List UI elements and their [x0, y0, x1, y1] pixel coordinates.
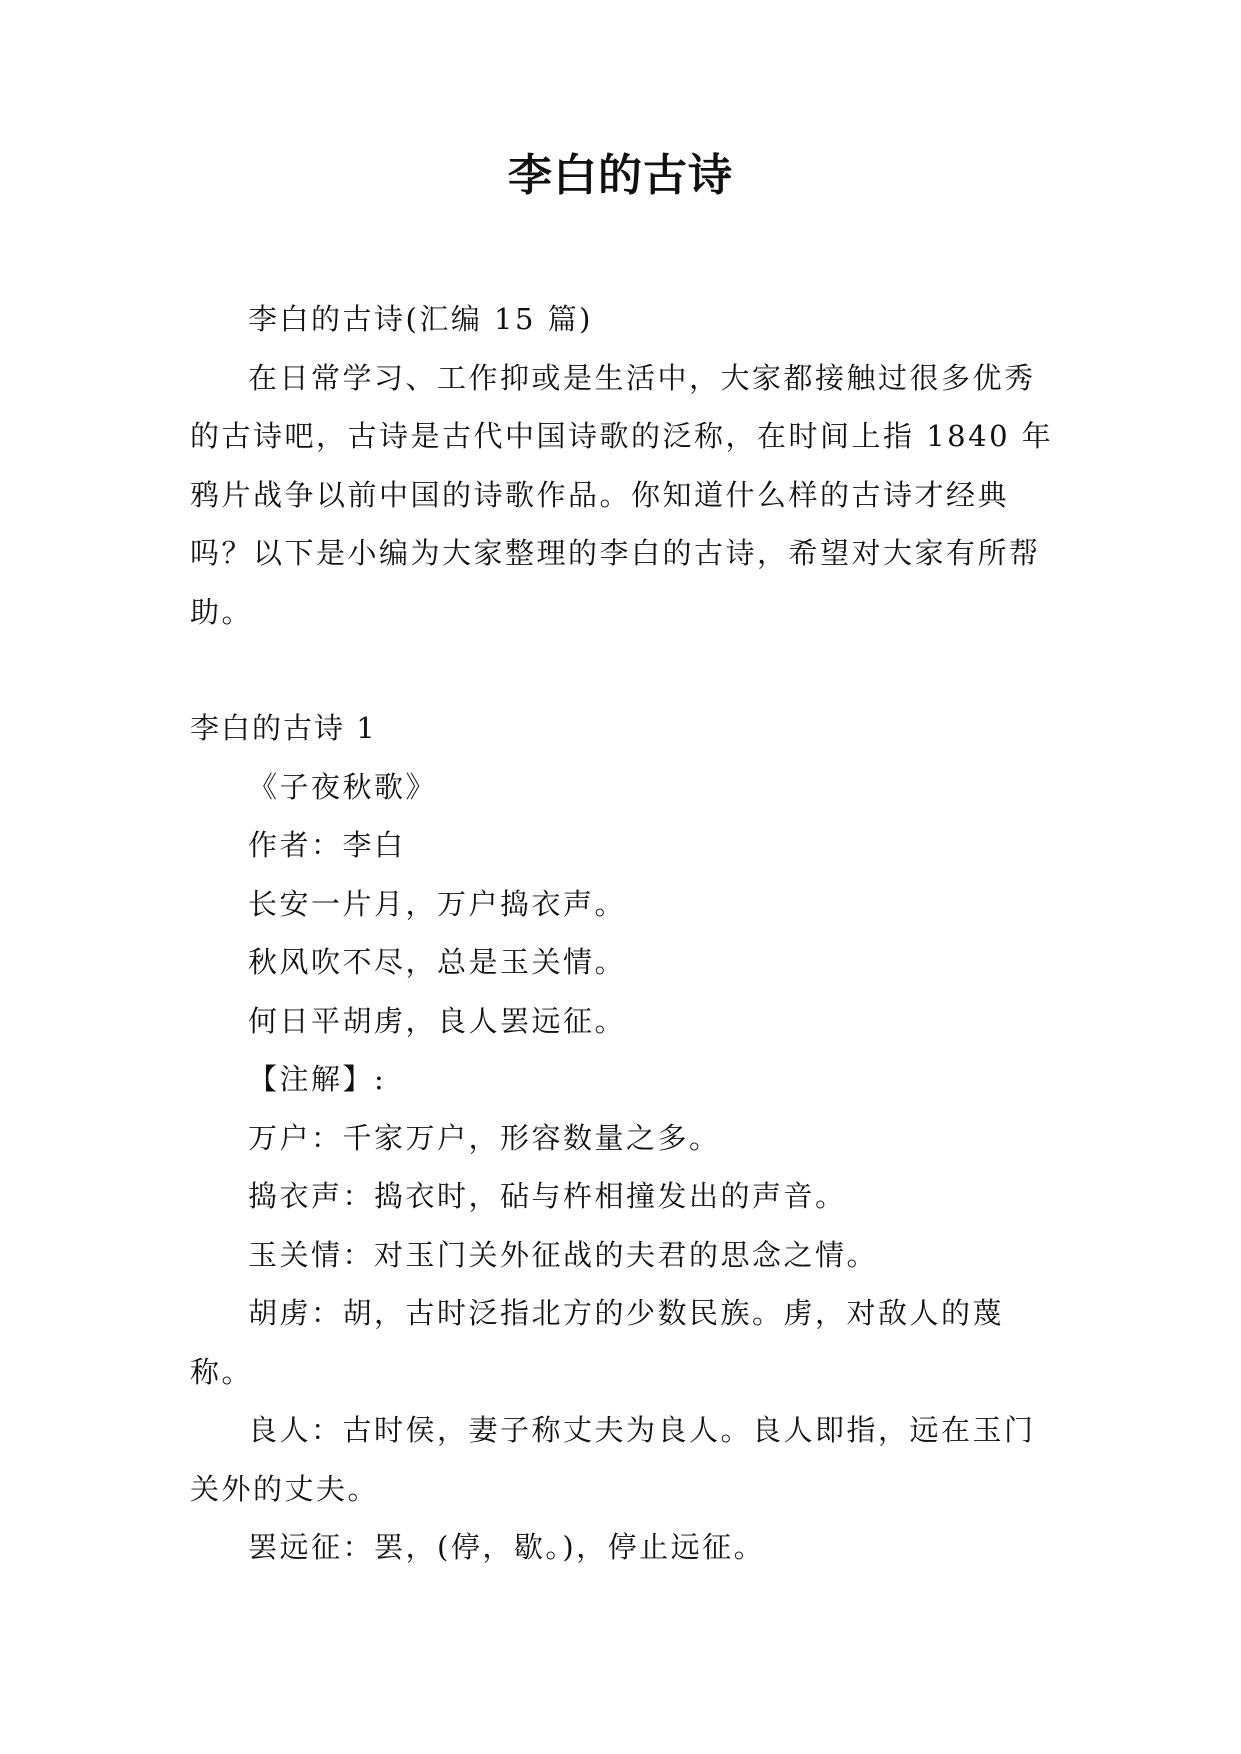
note-item: 万户：千家万户，形容数量之多。: [248, 1120, 721, 1155]
poem-line: 何日平胡虏，良人罢远征。: [248, 1003, 627, 1038]
note-item: 胡虏：胡，古时泛指北方的少数民族。虏，对敌人的蔑称。: [190, 1296, 1005, 1389]
poem-line: 秋风吹不尽，总是玉关情。: [248, 945, 627, 979]
document-body: [190, 290, 1065, 1577]
intro-paragraph: 在日常学习、工作抑或是生活中，大家都接触过很多优秀的古诗吧，古诗是古代中国诗歌的泛称，在时间上指 1840 年鸦片战争以前中国的诗歌作品。你知道什么样的古诗才经典吗？以下是小编为大家整理的李白的古诗，希望对大家有所帮助。: [190, 360, 1054, 629]
note-item: 捣衣声：捣衣时，砧与杵相撞发出的声音。: [248, 1179, 847, 1213]
note-item: 罢远征：罢，(停，歇。)，停止远征。: [248, 1530, 766, 1564]
poem-title: 《子夜秋歌》: [248, 769, 438, 804]
poem-author: 作者：李白: [248, 828, 406, 862]
intro-subtitle: 李白的古诗(汇编 15 篇): [248, 302, 593, 336]
section-heading: 李白的古诗 1: [190, 711, 377, 745]
note-item: 良人：古时侯，妻子称丈夫为良人。良人即指，远在玉门关外的丈夫。: [190, 1413, 1036, 1506]
document-title: 李白的古诗: [508, 150, 733, 201]
poem-line: 长安一片月，万户捣衣声。: [248, 886, 627, 921]
section-gap: [190, 641, 1065, 699]
note-item: 玉关情：对玉门关外征战的夫君的思念之情。: [248, 1237, 879, 1272]
notes-label: 【注解】:: [248, 1062, 387, 1096]
